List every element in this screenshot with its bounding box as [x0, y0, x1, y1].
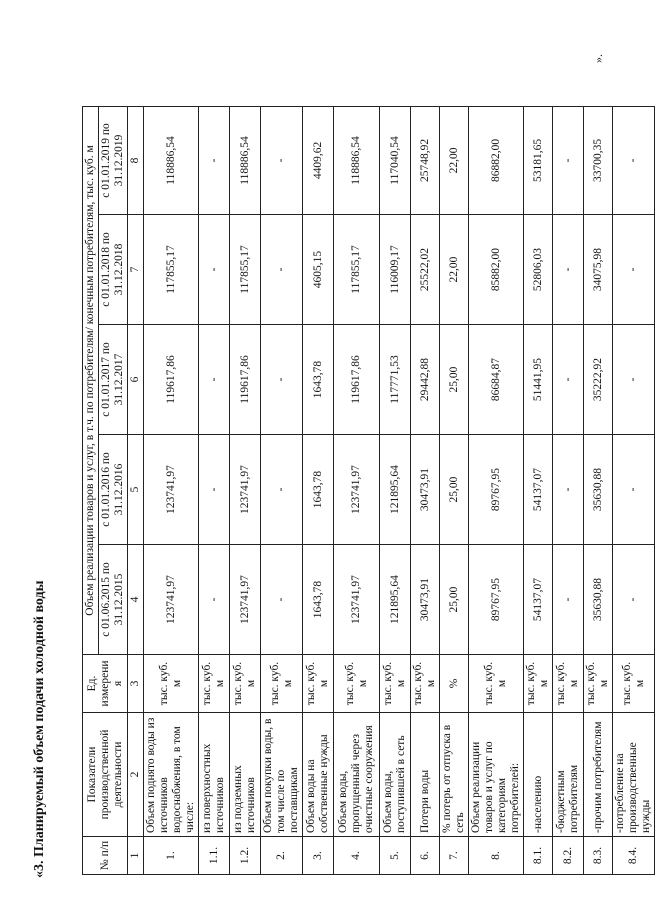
- table-row: [440, 106, 469, 874]
- row-value: -: [613, 435, 655, 545]
- row-unit: тыс. куб. м: [524, 655, 553, 713]
- table-body: [144, 106, 655, 874]
- row-value: 33700,35: [584, 106, 613, 214]
- table-row: [613, 106, 655, 874]
- row-indicator: из подземных источников: [230, 713, 261, 837]
- row-value: -: [613, 325, 655, 435]
- row-value: 119617,86: [334, 325, 380, 435]
- row-value: 89767,95: [469, 545, 524, 655]
- row-value: 123741,97: [230, 545, 261, 655]
- row-value: 85882,00: [469, 215, 524, 325]
- row-value: 25,00: [440, 545, 469, 655]
- row-value: 30473,91: [411, 545, 440, 655]
- column-number: 5: [128, 435, 144, 545]
- column-number: 1: [128, 837, 144, 875]
- row-unit: тыс. куб. м: [303, 655, 334, 713]
- column-number: 3: [128, 655, 144, 713]
- column-number: 8: [128, 106, 144, 214]
- row-value: 123741,97: [334, 435, 380, 545]
- row-value: 1643,78: [303, 435, 334, 545]
- row-number: 1.1.: [199, 837, 230, 875]
- row-number: 8.3.: [584, 837, 613, 875]
- row-value: 118886,54: [334, 106, 380, 214]
- row-indicator: % потерь от отпуска в сеть: [440, 713, 469, 837]
- row-unit: %: [440, 655, 469, 713]
- row-value: 123741,97: [144, 545, 199, 655]
- closing-quote: ».: [591, 54, 605, 63]
- row-value: 25,00: [440, 435, 469, 545]
- table-row: [303, 106, 334, 874]
- row-value: -: [261, 106, 303, 214]
- row-value: -: [261, 215, 303, 325]
- row-value: 35222,92: [584, 325, 613, 435]
- row-indicator: -прочим потребителям: [584, 713, 613, 837]
- row-value: 30473,91: [411, 435, 440, 545]
- table-row: [380, 106, 411, 874]
- row-value: -: [261, 545, 303, 655]
- row-value: 119617,86: [230, 325, 261, 435]
- row-unit: тыс. куб. м: [411, 655, 440, 713]
- row-value: 52806,03: [524, 215, 553, 325]
- row-number: 3.: [303, 837, 334, 875]
- row-number: 8.2.: [553, 837, 584, 875]
- row-value: -: [613, 106, 655, 214]
- row-value: 34075,98: [584, 215, 613, 325]
- row-value: 25522,02: [411, 215, 440, 325]
- table-row: [411, 106, 440, 874]
- row-number: 7.: [440, 837, 469, 875]
- row-value: -: [553, 215, 584, 325]
- row-value: 54137,07: [524, 435, 553, 545]
- row-unit: тыс. куб. м: [199, 655, 230, 713]
- row-value: 86882,00: [469, 106, 524, 214]
- row-value: 118886,54: [144, 106, 199, 214]
- row-value: 22,00: [440, 215, 469, 325]
- row-value: -: [199, 435, 230, 545]
- row-value: -: [613, 215, 655, 325]
- row-value: -: [199, 106, 230, 214]
- table-row: [334, 106, 380, 874]
- row-indicator: Объем поднято воды из источников водоснабжения, в том числе:: [144, 713, 199, 837]
- row-value: 89767,95: [469, 435, 524, 545]
- header-num: № п/п: [83, 837, 128, 875]
- row-unit: тыс. куб. м: [230, 655, 261, 713]
- row-number: 8.4.: [613, 837, 655, 875]
- row-value: 53181,65: [524, 106, 553, 214]
- row-value: 29442,88: [411, 325, 440, 435]
- row-unit: тыс. куб. м: [553, 655, 584, 713]
- row-value: 117040,54: [380, 106, 411, 214]
- row-value: 121895,64: [380, 435, 411, 545]
- row-value: 123741,97: [144, 435, 199, 545]
- row-number: 6.: [411, 837, 440, 875]
- row-value: 117855,17: [230, 215, 261, 325]
- row-value: -: [553, 325, 584, 435]
- row-indicator: -потребление на производственные нужды: [613, 713, 655, 837]
- table-row: [230, 106, 261, 874]
- column-number-row: [128, 106, 144, 874]
- header-indicator: Показатели производственной деятельности: [83, 713, 128, 837]
- row-value: 54137,07: [524, 545, 553, 655]
- header-period: с 01.01.2018 по 31.12.2018: [99, 215, 128, 325]
- row-indicator: Объем воды на собственные нужды: [303, 713, 334, 837]
- row-indicator: из поверхностных источников: [199, 713, 230, 837]
- row-value: -: [199, 325, 230, 435]
- row-indicator: Объем покупки воды, в том числе по поставщикам: [261, 713, 303, 837]
- header-period: с 01.06.2015 по 31.12.2015: [99, 545, 128, 655]
- table-row: [261, 106, 303, 874]
- row-value: 116009,17: [380, 215, 411, 325]
- row-unit: тыс. куб. м: [144, 655, 199, 713]
- row-value: 123741,97: [334, 545, 380, 655]
- row-value: 4605,15: [303, 215, 334, 325]
- row-value: 35630,88: [584, 435, 613, 545]
- row-number: 8.1.: [524, 837, 553, 875]
- header-unit: Ед. измерения: [83, 655, 128, 713]
- row-value: 22,00: [440, 106, 469, 214]
- row-number: 5.: [380, 837, 411, 875]
- water-supply-table: [82, 106, 655, 875]
- row-number: 2.: [261, 837, 303, 875]
- row-value: 86684,87: [469, 325, 524, 435]
- column-number: 4: [128, 545, 144, 655]
- row-value: -: [199, 545, 230, 655]
- row-indicator: Объем воды, пропущенный через очистные сооружения: [334, 713, 380, 837]
- row-indicator: Объем воды, поступившей в сеть: [380, 713, 411, 837]
- table-row: [469, 106, 524, 874]
- table-row: [199, 106, 230, 874]
- column-number: 2: [128, 713, 144, 837]
- row-unit: тыс. куб. м: [469, 655, 524, 713]
- row-value: 117855,17: [334, 215, 380, 325]
- row-value: -: [613, 545, 655, 655]
- table-row: [144, 106, 199, 874]
- row-unit: тыс. куб. м: [334, 655, 380, 713]
- row-value: 117771,53: [380, 325, 411, 435]
- row-value: -: [199, 215, 230, 325]
- row-value: 119617,86: [144, 325, 199, 435]
- row-unit: тыс. куб. м: [380, 655, 411, 713]
- row-value: -: [553, 545, 584, 655]
- header-period: с 01.01.2016 по 31.12.2016: [99, 435, 128, 545]
- column-number: 7: [128, 215, 144, 325]
- row-number: 4.: [334, 837, 380, 875]
- row-value: 121895,64: [380, 545, 411, 655]
- header-group: Объем реализации товаров и услуг, в т.ч. по потребителям/ конечным потребителям, тыс. куб. м: [83, 106, 99, 654]
- header-period: с 01.01.2019 по 31.12.2019: [99, 106, 128, 214]
- row-indicator: -бюджетным потребителям: [553, 713, 584, 837]
- row-unit: тыс. куб. м: [613, 655, 655, 713]
- row-value: 118886,54: [230, 106, 261, 214]
- row-value: -: [261, 435, 303, 545]
- row-value: 35630,88: [584, 545, 613, 655]
- column-number: 6: [128, 325, 144, 435]
- row-number: 8.: [469, 837, 524, 875]
- table-row: [584, 106, 613, 874]
- row-unit: тыс. куб. м: [584, 655, 613, 713]
- row-value: 123741,97: [230, 435, 261, 545]
- row-indicator: Потери воды: [411, 713, 440, 837]
- table-row: [553, 106, 584, 874]
- row-value: 1643,78: [303, 325, 334, 435]
- row-indicator: Объем реализации товаров и услуг по категориям потребителей:: [469, 713, 524, 837]
- row-value: 25748,92: [411, 106, 440, 214]
- row-number: 1.2.: [230, 837, 261, 875]
- table-row: [524, 106, 553, 874]
- header-row-1: [83, 106, 99, 874]
- row-value: -: [261, 325, 303, 435]
- row-indicator: -населению: [524, 713, 553, 837]
- row-number: 1.: [144, 837, 199, 875]
- row-value: 4409,62: [303, 106, 334, 214]
- row-value: 1643,78: [303, 545, 334, 655]
- row-value: 25,00: [440, 325, 469, 435]
- row-value: 117855,17: [144, 215, 199, 325]
- row-unit: тыс. куб. м: [261, 655, 303, 713]
- row-value: -: [553, 106, 584, 214]
- header-period: с 01.01.2017 по 31.12.2017: [99, 325, 128, 435]
- section-heading: «3. Планируемый объем подачи холодной воды: [32, 580, 47, 878]
- row-value: 51441,95: [524, 325, 553, 435]
- row-value: -: [553, 435, 584, 545]
